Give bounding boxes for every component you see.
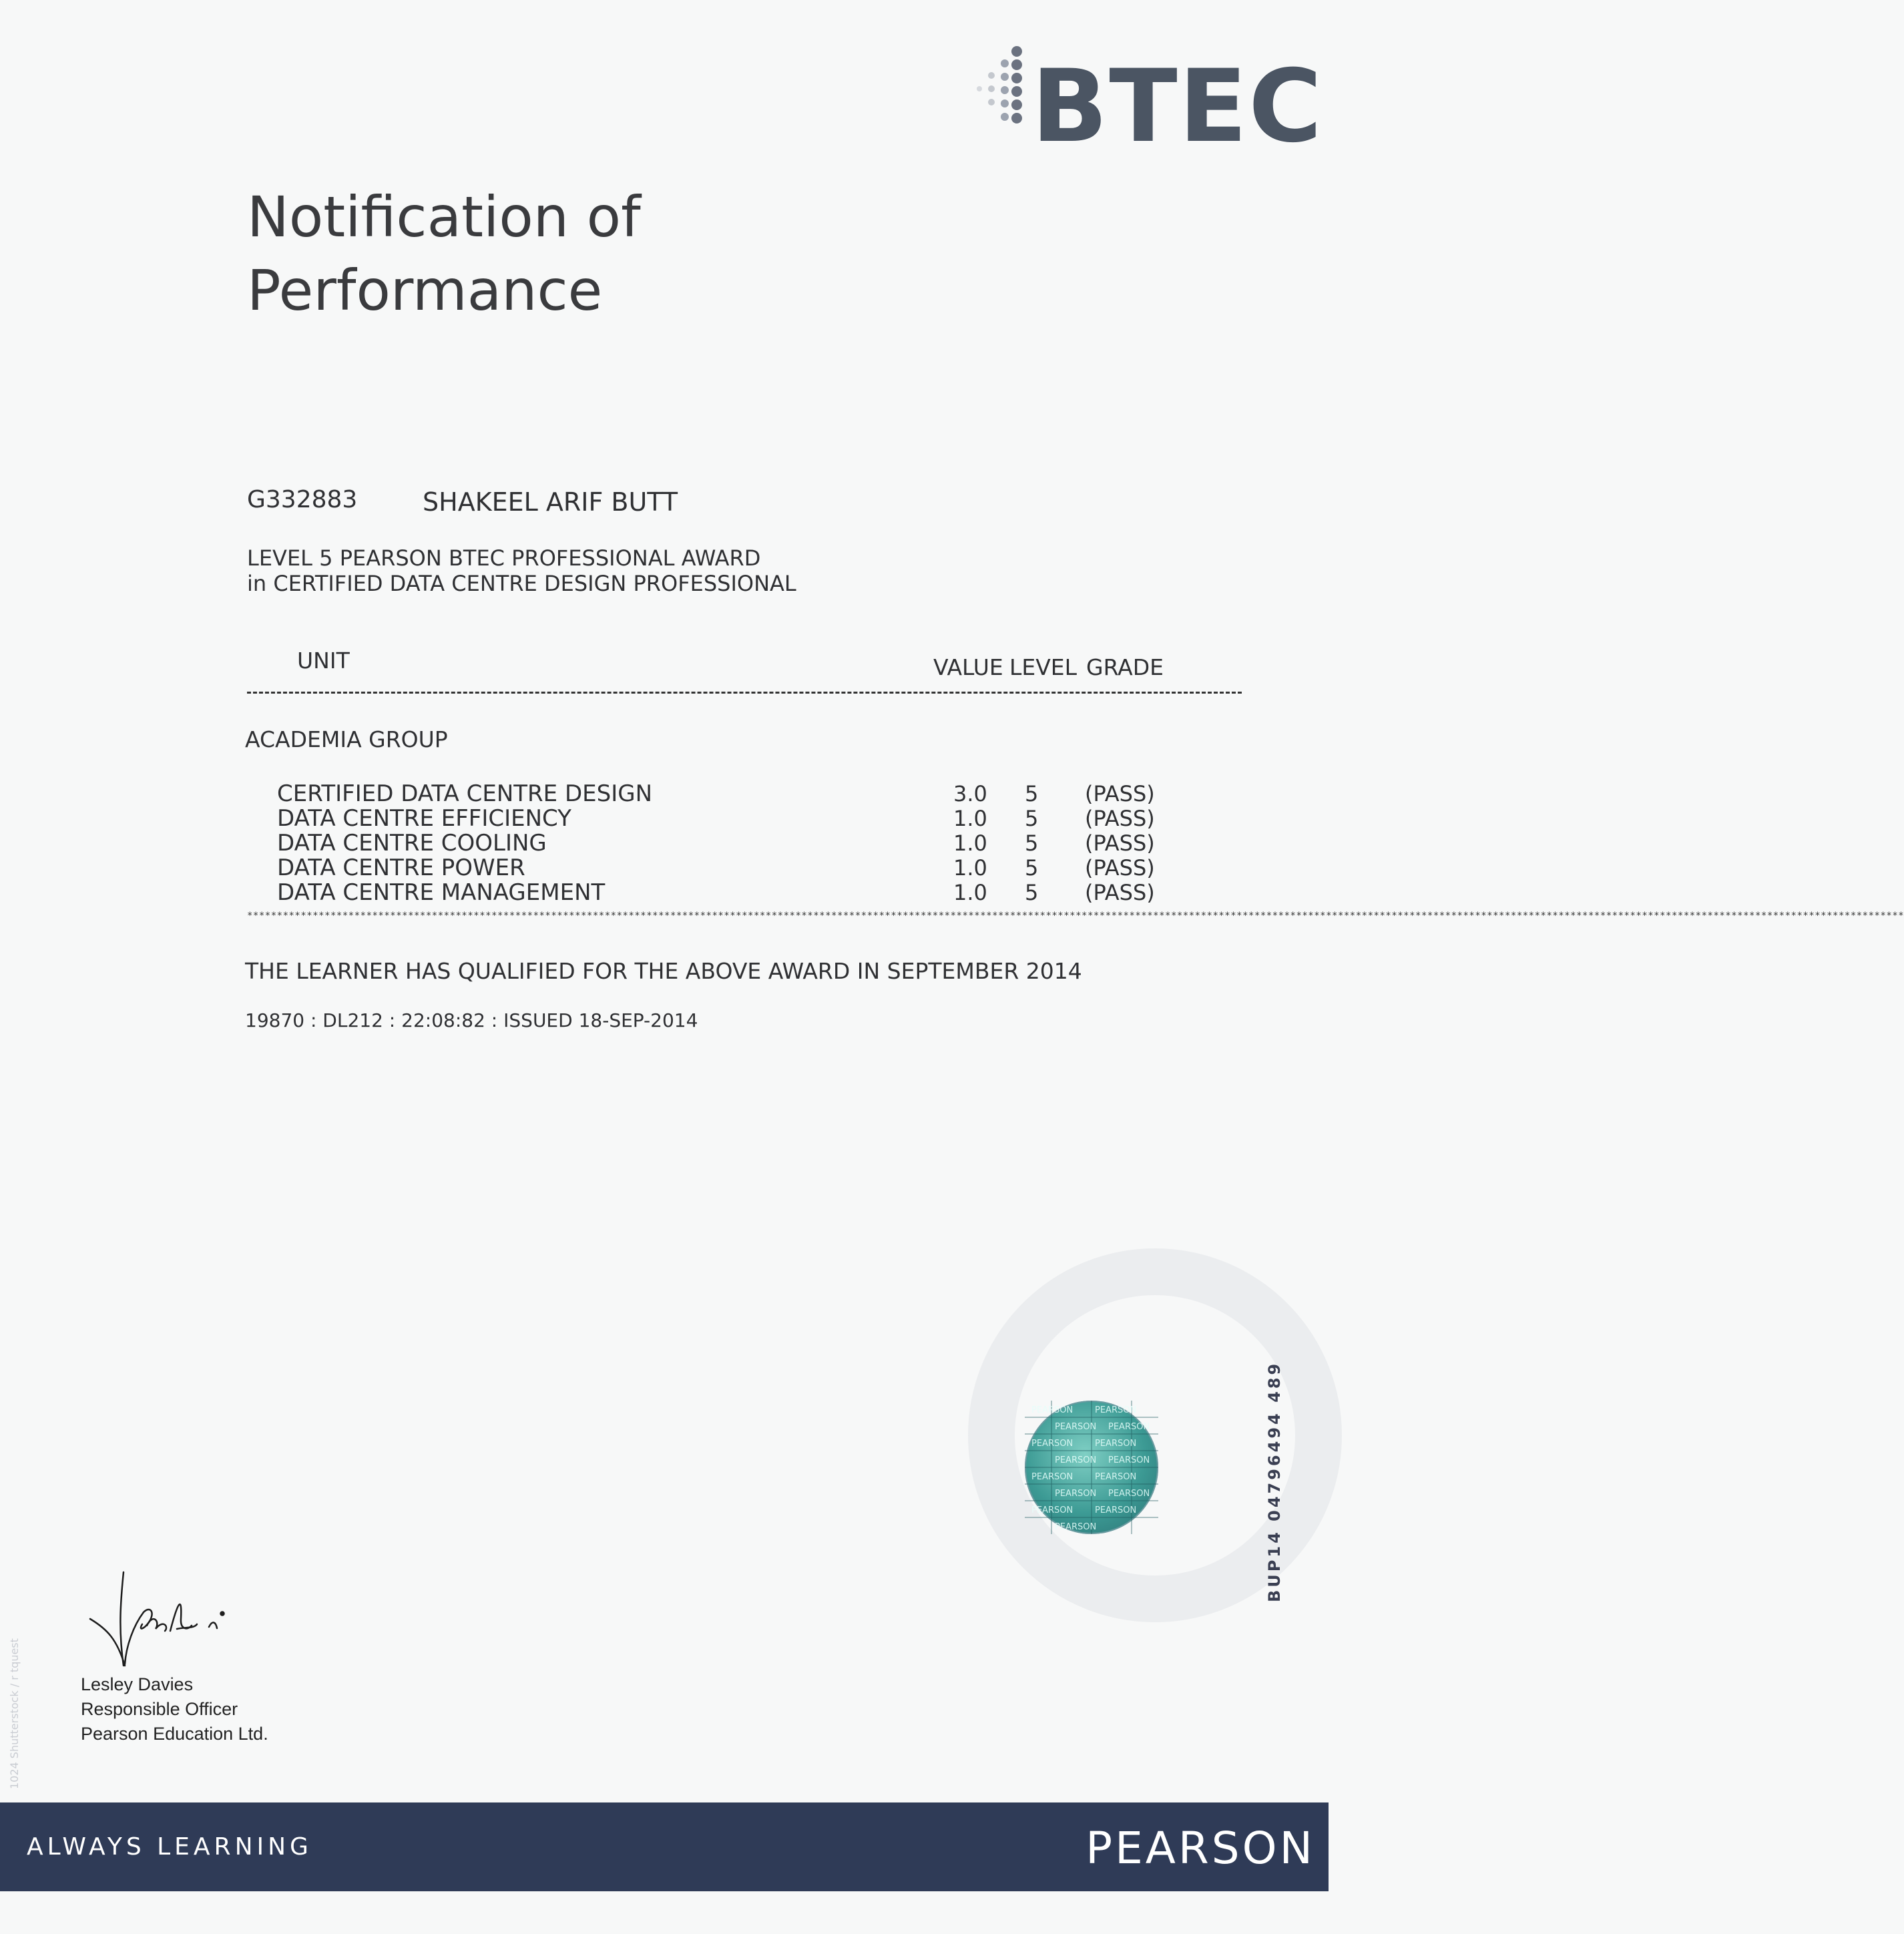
unit-name: DATA CENTRE POWER xyxy=(277,855,525,881)
pearson-hologram-seal xyxy=(1025,1401,1158,1534)
unit-grade: (PASS) xyxy=(1085,830,1155,856)
unit-level: 5 xyxy=(1025,806,1039,831)
unit-name: DATA CENTRE EFFICIENCY xyxy=(277,805,571,832)
unit-value: 1.0 xyxy=(953,806,987,831)
unit-grade: (PASS) xyxy=(1085,855,1155,881)
signatory-organisation: Pearson Education Ltd. xyxy=(81,1724,268,1744)
title-line-1: Notification of xyxy=(247,184,641,250)
hologram-label: PEARSON xyxy=(1055,1489,1097,1499)
hologram-label: PEARSON xyxy=(1055,1422,1097,1432)
qualification-statement: THE LEARNER HAS QUALIFIED FOR THE ABOVE AWARD IN SEPTEMBER 2014 xyxy=(245,958,1082,984)
award-title-line-1: LEVEL 5 PEARSON BTEC PROFESSIONAL AWARD xyxy=(247,545,761,571)
footer-brand: PEARSON xyxy=(1086,1823,1315,1874)
header-level: LEVEL xyxy=(1009,654,1078,680)
hologram-label: PEARSON xyxy=(1055,1455,1097,1465)
footer-bar xyxy=(0,1802,1329,1891)
hologram-label: PEARSON xyxy=(1031,1505,1074,1515)
hologram-label: PEARSON xyxy=(1108,1455,1150,1465)
issue-reference: 19870 : DL212 : 22:08:82 : ISSUED 18-SEP-2014 xyxy=(245,1009,698,1031)
hologram-label: PEARSON xyxy=(1095,1439,1137,1449)
table-row xyxy=(0,806,1367,831)
footer-tagline: ALWAYS LEARNING xyxy=(27,1833,312,1861)
edge-credit-text: 1024 Shutterstock / r tquest xyxy=(8,1638,21,1789)
unit-grade: (PASS) xyxy=(1085,880,1155,905)
handwritten-signature xyxy=(77,1565,237,1672)
unit-level: 5 xyxy=(1025,830,1039,856)
unit-level: 5 xyxy=(1025,880,1039,905)
unit-name: DATA CENTRE COOLING xyxy=(277,830,547,857)
award-title-line-2: in CERTIFIED DATA CENTRE DESIGN PROFESSIONAL xyxy=(247,571,796,596)
table-row xyxy=(0,880,1367,905)
title-line-2: Performance xyxy=(247,258,603,323)
unit-group: ACADEMIA GROUP xyxy=(245,726,448,752)
unit-level: 5 xyxy=(1025,855,1039,881)
hologram-label: PEARSON xyxy=(1031,1472,1074,1482)
hologram-label: PEARSON xyxy=(1108,1422,1150,1432)
asterisk-divider: ************************************************************************************************************************************************************************************************************************************************************************************** xyxy=(247,911,1904,921)
header-unit: UNIT xyxy=(297,648,350,674)
hologram-pattern-icon xyxy=(1025,1401,1158,1534)
hologram-label: PEARSON xyxy=(1055,1522,1097,1532)
document-title xyxy=(247,180,848,327)
unit-grade: (PASS) xyxy=(1085,806,1155,831)
table-row xyxy=(0,855,1367,881)
unit-grade: (PASS) xyxy=(1085,781,1155,806)
hologram-label: PEARSON xyxy=(1031,1439,1074,1449)
hologram-label: PEARSON xyxy=(1095,1405,1137,1415)
table-row xyxy=(0,830,1367,856)
dashed-divider xyxy=(247,692,1242,694)
table-row xyxy=(0,781,1367,806)
unit-value: 1.0 xyxy=(953,830,987,856)
hologram-label: PEARSON xyxy=(1095,1472,1137,1482)
candidate-id: G332883 xyxy=(247,486,358,513)
header-value: VALUE xyxy=(933,654,1003,680)
signatory-name: Lesley Davies xyxy=(81,1674,194,1694)
logo-wordmark: BTEC xyxy=(1031,49,1324,165)
unit-name: CERTIFIED DATA CENTRE DESIGN xyxy=(277,780,653,807)
header-grade: GRADE xyxy=(1086,654,1164,680)
candidate-name: SHAKEEL ARIF BUTT xyxy=(423,487,678,517)
signatory-role: Responsible Officer xyxy=(81,1699,238,1719)
logo-dots-icon xyxy=(965,37,1038,150)
hologram-label: PEARSON xyxy=(1031,1405,1074,1415)
unit-value: 3.0 xyxy=(953,781,987,806)
unit-level: 5 xyxy=(1025,781,1039,806)
btec-logo xyxy=(965,37,1324,165)
unit-name: DATA CENTRE MANAGEMENT xyxy=(277,879,606,906)
hologram-label: PEARSON xyxy=(1108,1489,1150,1499)
unit-value: 1.0 xyxy=(953,855,987,881)
unit-value: 1.0 xyxy=(953,880,987,905)
certificate-serial: BUP14 04796494 489 xyxy=(1265,1361,1284,1602)
hologram-label: PEARSON xyxy=(1095,1505,1137,1515)
